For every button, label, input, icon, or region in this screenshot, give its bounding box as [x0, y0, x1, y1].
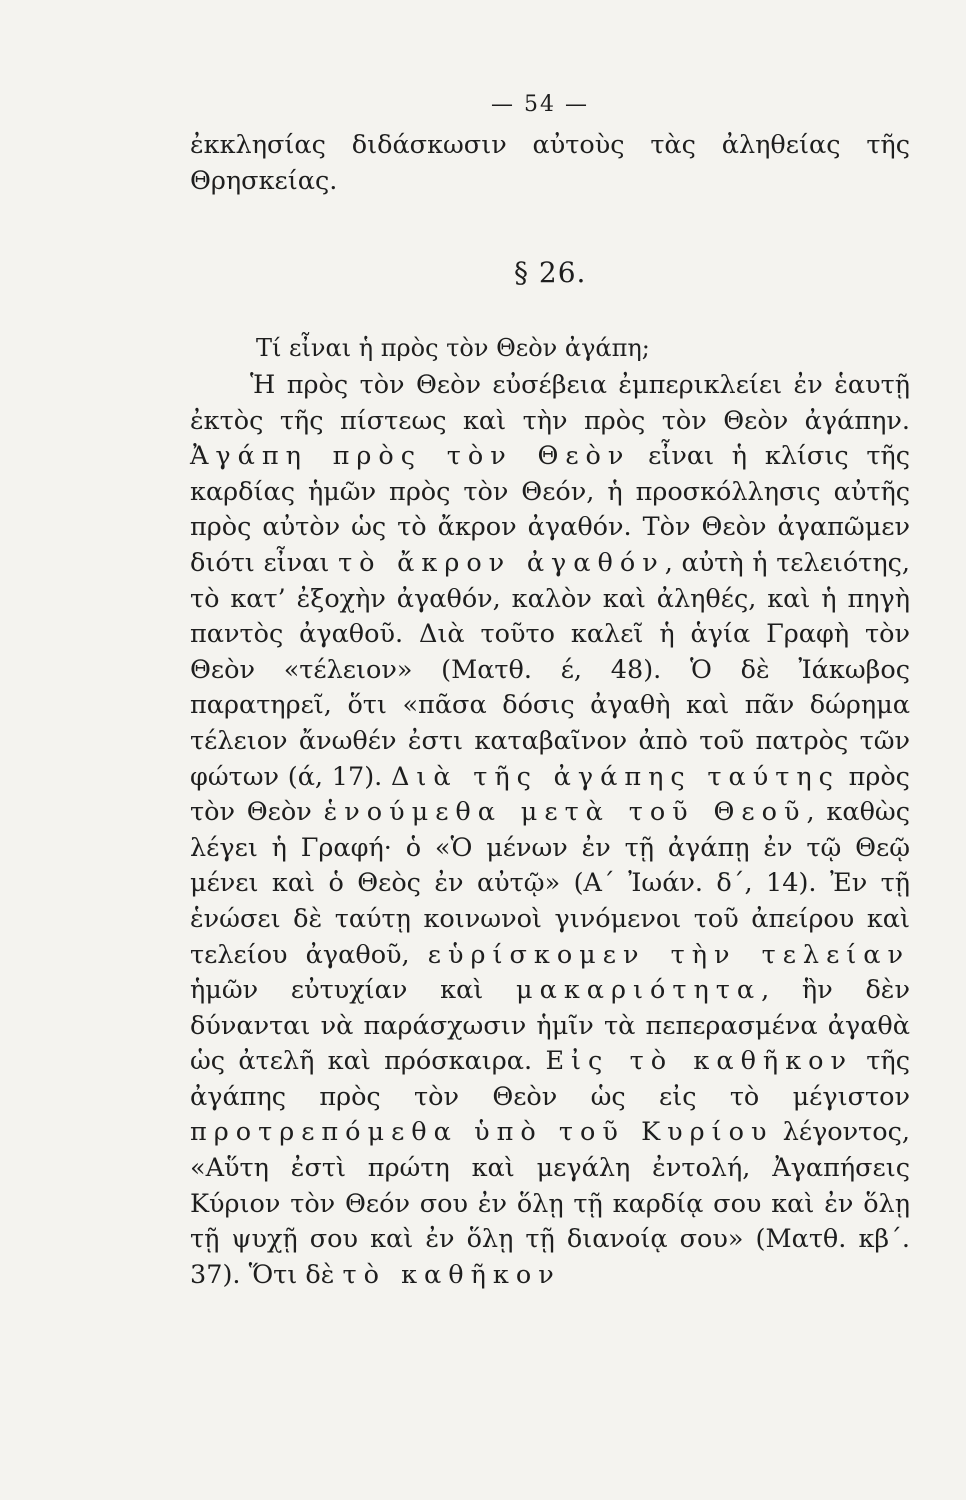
emphasized-text: Ἀγάπη πρὸς τὸν Θεὸν	[190, 441, 631, 472]
emphasized-text: Διὰ τῆς ἀγάπης ταύτης	[390, 761, 840, 792]
emphasized-text: τὸ καθῆκον	[342, 1259, 561, 1290]
page-number: — 54 —	[491, 92, 589, 117]
text-run: πρὸς τὸν Θεὸν	[190, 761, 910, 828]
section-heading: § 26.	[514, 256, 587, 289]
emphasized-text: μακαριότητα	[516, 975, 762, 1006]
emphasized-text: Εἰς τὸ καθῆκον	[545, 1046, 853, 1077]
emphasized-text: τὸ ἄκρον ἀγαθόν	[338, 547, 665, 578]
emphasized-text: ἑνούμεθα μετὰ τοῦ Θεοῦ	[323, 797, 807, 828]
text-run: Ἡ πρὸς τὸν Θεὸν εὐσέβεια ἐμπερικλείει ἐν ἑαυτῇ ἐκτὸς τῆς πίστεως καὶ τὴν πρὸς τὸν Θεὸν ἀγάπην.	[190, 370, 910, 436]
text-run: , αὐτὴ ἡ τελειότης, τὸ κατ’ ἐξοχὴν ἀγαθόν, καλὸν καὶ ἀληθές, καὶ ἡ πηγὴ παντὸς ἀγαθοῦ. Διὰ τοῦτο καλεῖ ἡ ἁγία Γραφὴ τὸν Θεὸν «τέλειον» (Ματθ. έ, 48). Ὁ δὲ Ἰάκωβος παρατηρεῖ, ὅτι «πᾶσα δόσις ἀγαθὴ καὶ πᾶν δώρημα τέλειον ἄνωθέν ἐστι καταβαῖνον ἀπὸ τοῦ πατρὸς τῶν φώτων (ά, 17).	[190, 547, 911, 792]
question-heading: Τί εἶναι ἡ πρὸς τὸν Θεὸν ἀγάπη;	[256, 334, 650, 362]
text-run: λέγοντος, «Αὕτη ἐστὶ πρώτη καὶ μεγάλη ἐντολή, Ἀγαπήσεις Κύριον τὸν Θεόν σου ἐν ὅλῃ τῇ καρδίᾳ σου καὶ ἐν ὅλῃ τῇ ψυχῇ σου καὶ ἐν ὅλῃ τῇ διανοίᾳ σου» (Ματθ. κβ΄. 37). Ὅτι δὲ	[190, 1117, 911, 1290]
body-paragraph	[190, 368, 910, 1293]
text-run: , καθὼς λέγει ἡ Γραφή· ὁ «Ὁ μένων ἐν τῇ ἀγάπῃ ἐν τῷ Θεῷ μένει καὶ ὁ Θεὸς ἐν αὐτῷ» (Α΄ Ἰωάν. δ΄, 14). Ἐν τῇ ἑνώσει δὲ ταύτῃ κοινωνοὶ γινόμενοι τοῦ ἀπείρου καὶ τελείου ἀγαθοῦ,	[190, 797, 910, 970]
intro-paragraph: ἐκκλησίας διδάσκωσιν αὐτοὺς τὰς ἀληθείας τῆς Θρησκείας.	[190, 130, 910, 196]
text-run: , ἣν δὲν δύνανται νὰ παράσχωσιν ἡμῖν τὰ πεπερασμένα ἀγαθὰ ὡς ἀτελῆ καὶ πρόσκαιρα.	[190, 975, 910, 1077]
emphasized-text: προτρεπόμεθα ὑπὸ τοῦ Κυρίου	[190, 1117, 774, 1148]
paragraph-text	[190, 368, 910, 1293]
text-run: τῆς ἀγάπης πρὸς τὸν Θεὸν ὡς εἰς τὸ μέγιστον	[190, 1046, 910, 1112]
text-run: εἶναι ἡ κλίσις τῆς καρδίας ἡμῶν πρὸς τὸν Θεόν, ἡ προσκόλλησις αὐτῆς πρὸς αὐτὸν ὡς τὸ ἄκρον ἀγαθόν. Τὸν Θεὸν ἀγαπῶμεν διότι εἶναι	[190, 441, 910, 578]
emphasized-text: εὑρίσκομεν τὴν τελείαν	[427, 939, 910, 970]
text-run: ἡμῶν εὐτυχίαν καὶ	[190, 975, 517, 1006]
